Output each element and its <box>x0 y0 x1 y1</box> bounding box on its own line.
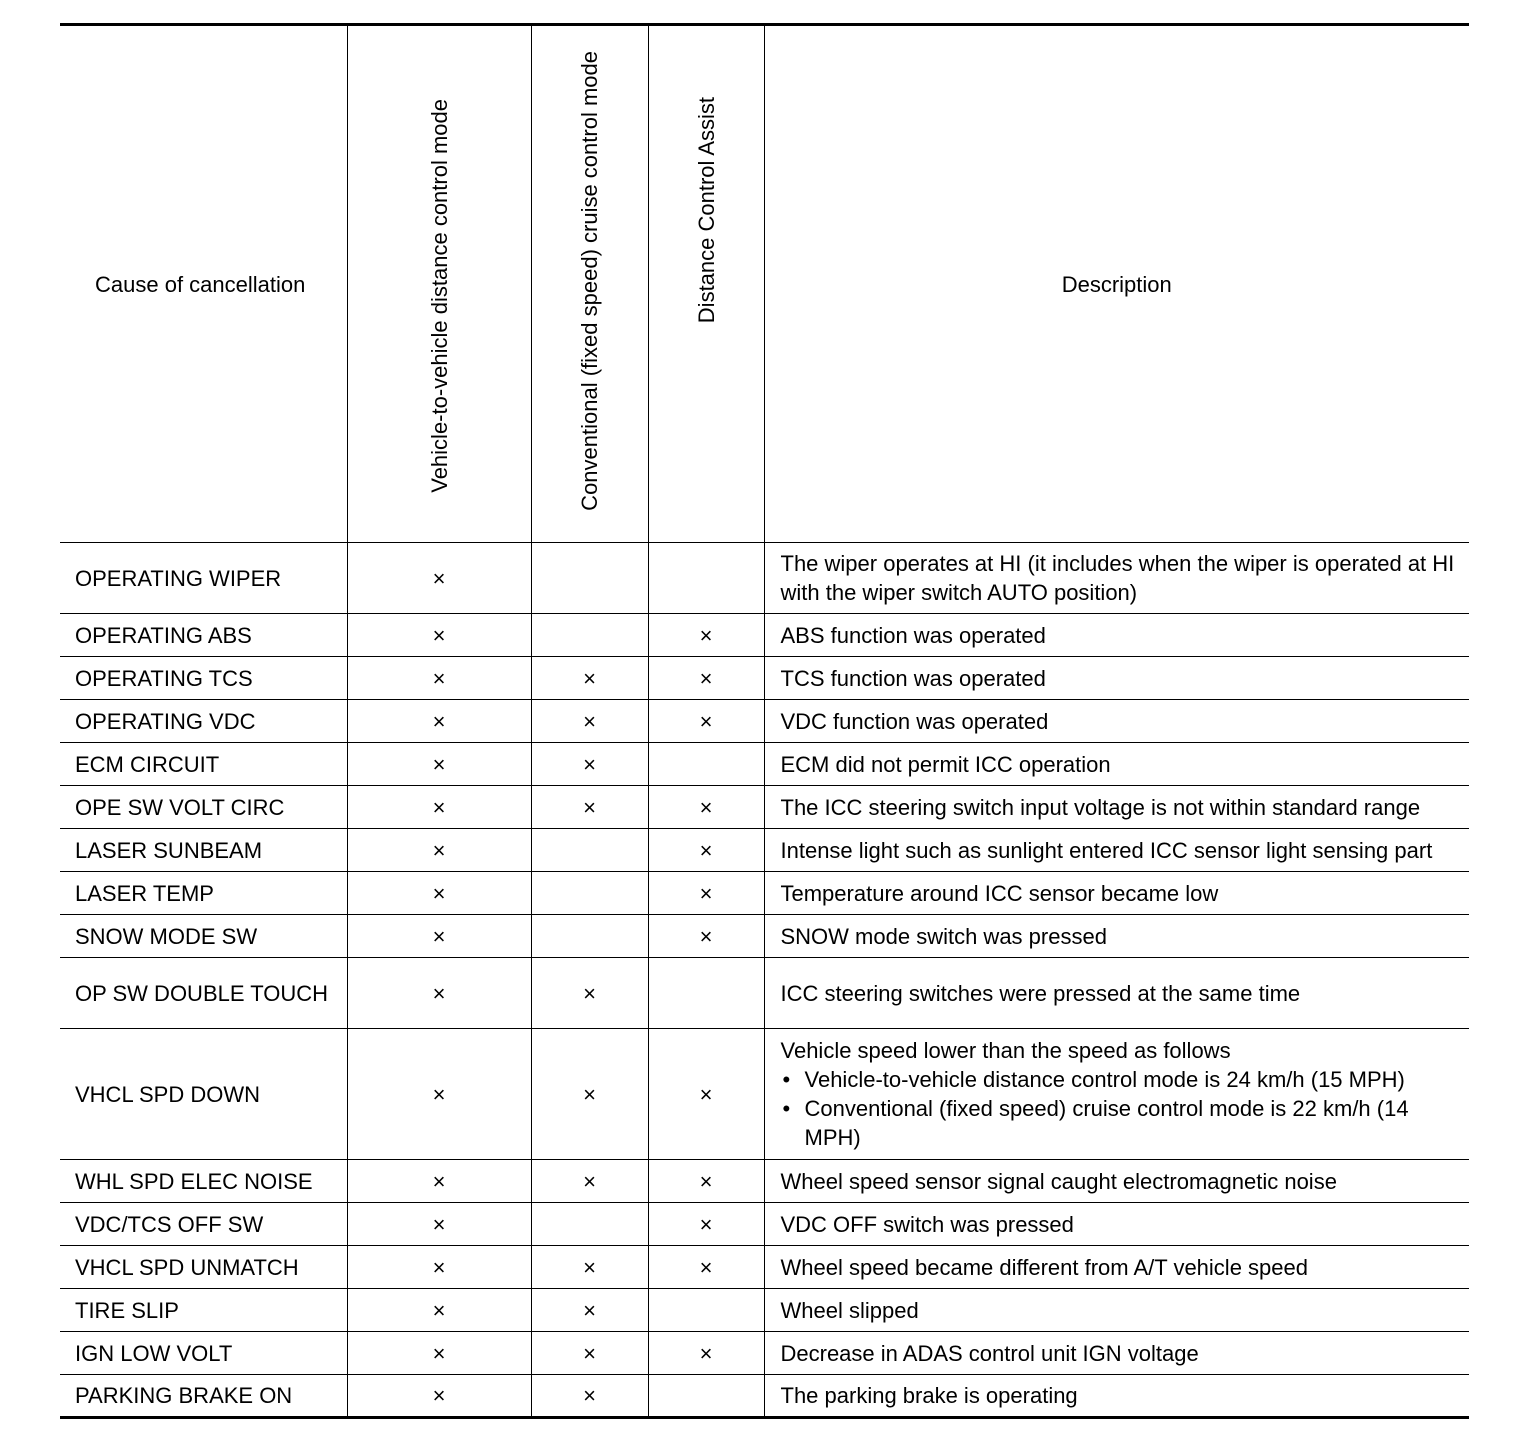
table-row <box>60 614 1469 657</box>
header-mode3-label: Distance Control Assist <box>693 97 719 324</box>
mode-m1-mark: × <box>347 829 531 872</box>
mode-m2-mark: × <box>531 1029 648 1160</box>
description-bullet: • Vehicle-to-vehicle distance control mode is 24 km/h (15 MPH) <box>781 1065 1464 1094</box>
mode-m1-mark: × <box>347 700 531 743</box>
mode-m1-mark: × <box>347 1375 531 1418</box>
mode-m3-mark: × <box>648 1332 764 1375</box>
cause-cell: OPERATING WIPER <box>60 543 347 614</box>
table-row <box>60 1289 1469 1332</box>
header-distance-control-assist <box>648 25 764 543</box>
mode-m1-mark: × <box>347 743 531 786</box>
description-cell: VDC OFF switch was pressed <box>764 1203 1469 1246</box>
table-row <box>60 1029 1469 1160</box>
mode-m2-mark <box>531 614 648 657</box>
cause-cell: OPE SW VOLT CIRC <box>60 786 347 829</box>
mode-m3-mark <box>648 958 764 1029</box>
description-cell <box>764 1029 1469 1160</box>
description-cell: Wheel slipped <box>764 1289 1469 1332</box>
header-cause: Cause of cancellation <box>60 25 347 543</box>
mode-m2-mark: × <box>531 786 648 829</box>
description-cell: ECM did not permit ICC operation <box>764 743 1469 786</box>
table-row <box>60 1246 1469 1289</box>
table-row <box>60 829 1469 872</box>
mode-m3-mark: × <box>648 700 764 743</box>
cause-cell: ECM CIRCUIT <box>60 743 347 786</box>
cause-cell: WHL SPD ELEC NOISE <box>60 1160 347 1203</box>
description-cell: TCS function was operated <box>764 657 1469 700</box>
mode-m2-mark <box>531 829 648 872</box>
mode-m1-mark: × <box>347 1246 531 1289</box>
mode-m3-mark: × <box>648 657 764 700</box>
table-row <box>60 872 1469 915</box>
table-row <box>60 743 1469 786</box>
table-row <box>60 1203 1469 1246</box>
mode-m2-mark: × <box>531 1289 648 1332</box>
description-cell: Decrease in ADAS control unit IGN voltage <box>764 1332 1469 1375</box>
mode-m1-mark: × <box>347 1289 531 1332</box>
cause-cell: VDC/TCS OFF SW <box>60 1203 347 1246</box>
table-row <box>60 958 1469 1029</box>
mode-m1-mark: × <box>347 1332 531 1375</box>
cause-cell: LASER SUNBEAM <box>60 829 347 872</box>
table-row <box>60 700 1469 743</box>
description-cell: Intense light such as sunlight entered ICC sensor light sensing part <box>764 829 1469 872</box>
description-cell: The wiper operates at HI (it includes when the wiper is operated at HI with the wiper switch AUTO position) <box>764 543 1469 614</box>
mode-m1-mark: × <box>347 786 531 829</box>
mode-m2-mark: × <box>531 1246 648 1289</box>
description-bullet: • Conventional (fixed speed) cruise control mode is 22 km/h (14 MPH) <box>781 1094 1464 1152</box>
mode-m1-mark: × <box>347 872 531 915</box>
mode-m1-mark: × <box>347 614 531 657</box>
mode-m3-mark <box>648 1375 764 1418</box>
description-cell: Temperature around ICC sensor became low <box>764 872 1469 915</box>
cancellation-table-container <box>60 23 1469 1419</box>
description-cell: Wheel speed became different from A/T vehicle speed <box>764 1246 1469 1289</box>
table-row <box>60 915 1469 958</box>
cause-cell: LASER TEMP <box>60 872 347 915</box>
mode-m2-mark <box>531 1203 648 1246</box>
cause-cell: VHCL SPD DOWN <box>60 1029 347 1160</box>
description-cell: ICC steering switches were pressed at the same time <box>764 958 1469 1029</box>
mode-m1-mark: × <box>347 543 531 614</box>
mode-m2-mark: × <box>531 958 648 1029</box>
mode-m3-mark: × <box>648 872 764 915</box>
mode-m1-mark: × <box>347 1029 531 1160</box>
mode-m2-mark: × <box>531 700 648 743</box>
mode-m3-mark <box>648 1289 764 1332</box>
mode-m1-mark: × <box>347 657 531 700</box>
header-conventional-mode <box>531 25 648 543</box>
mode-m2-mark <box>531 543 648 614</box>
mode-m2-mark <box>531 915 648 958</box>
mode-m3-mark <box>648 743 764 786</box>
mode-m2-mark: × <box>531 1160 648 1203</box>
mode-m3-mark: × <box>648 1160 764 1203</box>
mode-m3-mark <box>648 543 764 614</box>
mode-m3-mark: × <box>648 829 764 872</box>
mode-m1-mark: × <box>347 915 531 958</box>
header-mode2-label: Conventional (fixed speed) cruise control mode <box>577 50 602 511</box>
description-bullet-list <box>781 1065 1464 1152</box>
description-cell: The parking brake is operating <box>764 1375 1469 1418</box>
table-row <box>60 1332 1469 1375</box>
description-text: Vehicle speed lower than the speed as follows <box>780 1038 1231 1063</box>
mode-m2-mark: × <box>531 743 648 786</box>
table-row <box>60 1375 1469 1418</box>
cause-cell: SNOW MODE SW <box>60 915 347 958</box>
cause-cell: TIRE SLIP <box>60 1289 347 1332</box>
header-mode1-label: Vehicle-to-vehicle distance control mode <box>426 98 452 493</box>
description-cell: VDC function was operated <box>764 700 1469 743</box>
cause-cell: OPERATING ABS <box>60 614 347 657</box>
mode-m3-mark: × <box>648 915 764 958</box>
mode-m2-mark: × <box>531 657 648 700</box>
description-cell: ABS function was operated <box>764 614 1469 657</box>
mode-m3-mark: × <box>648 786 764 829</box>
header-row <box>60 25 1469 543</box>
table-row <box>60 1160 1469 1203</box>
table-body <box>60 543 1469 1418</box>
cancellation-table <box>60 23 1469 1419</box>
table-row <box>60 657 1469 700</box>
cause-cell: OP SW DOUBLE TOUCH <box>60 958 347 1029</box>
mode-m2-mark: × <box>531 1332 648 1375</box>
mode-m1-mark: × <box>347 1160 531 1203</box>
table-row <box>60 786 1469 829</box>
mode-m2-mark: × <box>531 1375 648 1418</box>
cause-cell: IGN LOW VOLT <box>60 1332 347 1375</box>
description-cell: The ICC steering switch input voltage is not within standard range <box>764 786 1469 829</box>
cause-cell: VHCL SPD UNMATCH <box>60 1246 347 1289</box>
description-cell: SNOW mode switch was pressed <box>764 915 1469 958</box>
mode-m3-mark: × <box>648 1246 764 1289</box>
mode-m3-mark: × <box>648 614 764 657</box>
mode-m1-mark: × <box>347 958 531 1029</box>
description-cell: Wheel speed sensor signal caught electromagnetic noise <box>764 1160 1469 1203</box>
mode-m3-mark: × <box>648 1203 764 1246</box>
cause-cell: PARKING BRAKE ON <box>60 1375 347 1418</box>
mode-m1-mark: × <box>347 1203 531 1246</box>
header-vehicle-to-vehicle-mode <box>347 25 531 543</box>
cause-cell: OPERATING TCS <box>60 657 347 700</box>
mode-m2-mark <box>531 872 648 915</box>
table-row <box>60 543 1469 614</box>
mode-m3-mark: × <box>648 1029 764 1160</box>
cause-cell: OPERATING VDC <box>60 700 347 743</box>
header-description: Description <box>764 25 1469 543</box>
